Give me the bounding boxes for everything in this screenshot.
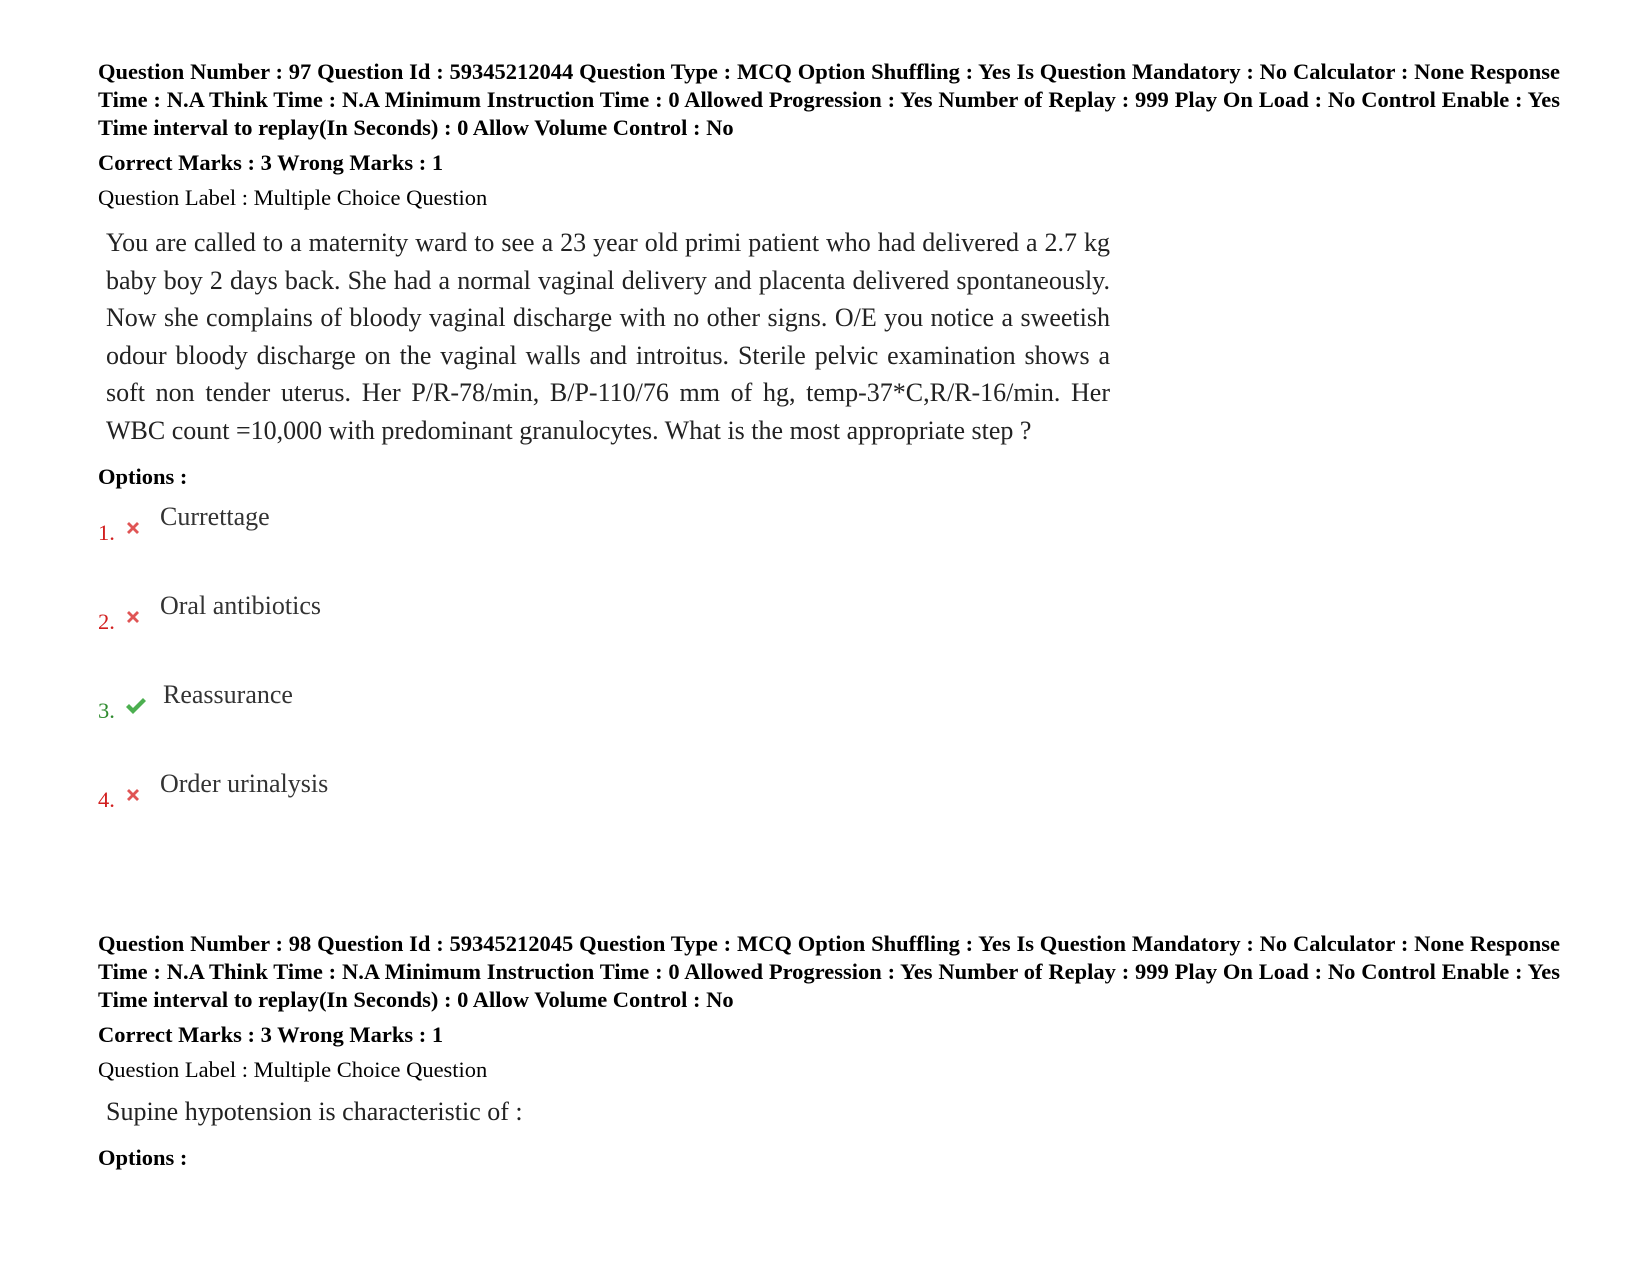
- option-1: [98, 499, 1560, 588]
- options-heading: Options :: [98, 1145, 188, 1170]
- check-icon: [124, 697, 148, 715]
- question-meta: Question Number : 97 Question Id : 59345212044 Question Type : MCQ Option Shuffling : Yes Is Question Mandatory : No Calculator : None Response Time : N.A Think Time : N.A Minimum Instruction Time : 0 Allowed Progression : Yes Number of Replay : 999 Play On Load : No Control Enable : Yes Time interval to replay(In Seconds) : 0 Allow Volume Control : No: [98, 59, 1560, 140]
- question-label: Question Label : Multiple Choice Question: [98, 185, 488, 210]
- option-text: Oral antibiotics: [160, 591, 322, 620]
- question-97: [98, 58, 1560, 855]
- question-text: You are called to a maternity ward to see a 23 year old primi patient who had delivered a 2.7 kg baby boy 2 days back. She had a normal vaginal delivery and placenta delivered spontaneously. Now she complains of bloody vaginal discharge with no other signs. O/E you notice a sweetish odour bloody discharge on the vaginal walls and introitus. Sterile pelvic examination shows a soft non tender uterus. Her P/R-78/min, B/P-110/76 mm of hg, temp-37*C,R/R-16/min. Her WBC count =10,000 with predominant granulocytes. What is the most appropriate step ?: [106, 228, 1110, 445]
- question-meta: Question Number : 98 Question Id : 59345212045 Question Type : MCQ Option Shuffling : Yes Is Question Mandatory : No Calculator : None Response Time : N.A Think Time : N.A Minimum Instruction Time : 0 Allowed Progression : Yes Number of Replay : 999 Play On Load : No Control Enable : Yes Time interval to replay(In Seconds) : 0 Allow Volume Control : No: [98, 931, 1560, 1012]
- question-marks: Correct Marks : 3 Wrong Marks : 1: [98, 150, 444, 175]
- option-text: Reassurance: [163, 680, 293, 709]
- option-text: Order urinalysis: [160, 769, 329, 798]
- question-marks: Correct Marks : 3 Wrong Marks : 1: [98, 1022, 444, 1047]
- options-list: [98, 499, 1560, 855]
- option-3: [98, 677, 1560, 766]
- options-heading: Options :: [98, 464, 188, 489]
- option-number: 4.: [98, 787, 115, 812]
- option-number: 3.: [98, 698, 115, 723]
- question-98: [98, 930, 1560, 1172]
- cross-icon: [124, 786, 142, 804]
- cross-icon: [124, 519, 142, 537]
- question-label: Question Label : Multiple Choice Question: [98, 1057, 488, 1082]
- option-4: [98, 766, 1560, 855]
- option-number: 2.: [98, 609, 115, 634]
- cross-icon: [124, 608, 142, 626]
- option-number: 1.: [98, 520, 115, 545]
- option-text: Currettage: [160, 502, 270, 531]
- question-text: Supine hypotension is characteristic of :: [106, 1097, 523, 1126]
- option-2: [98, 588, 1560, 677]
